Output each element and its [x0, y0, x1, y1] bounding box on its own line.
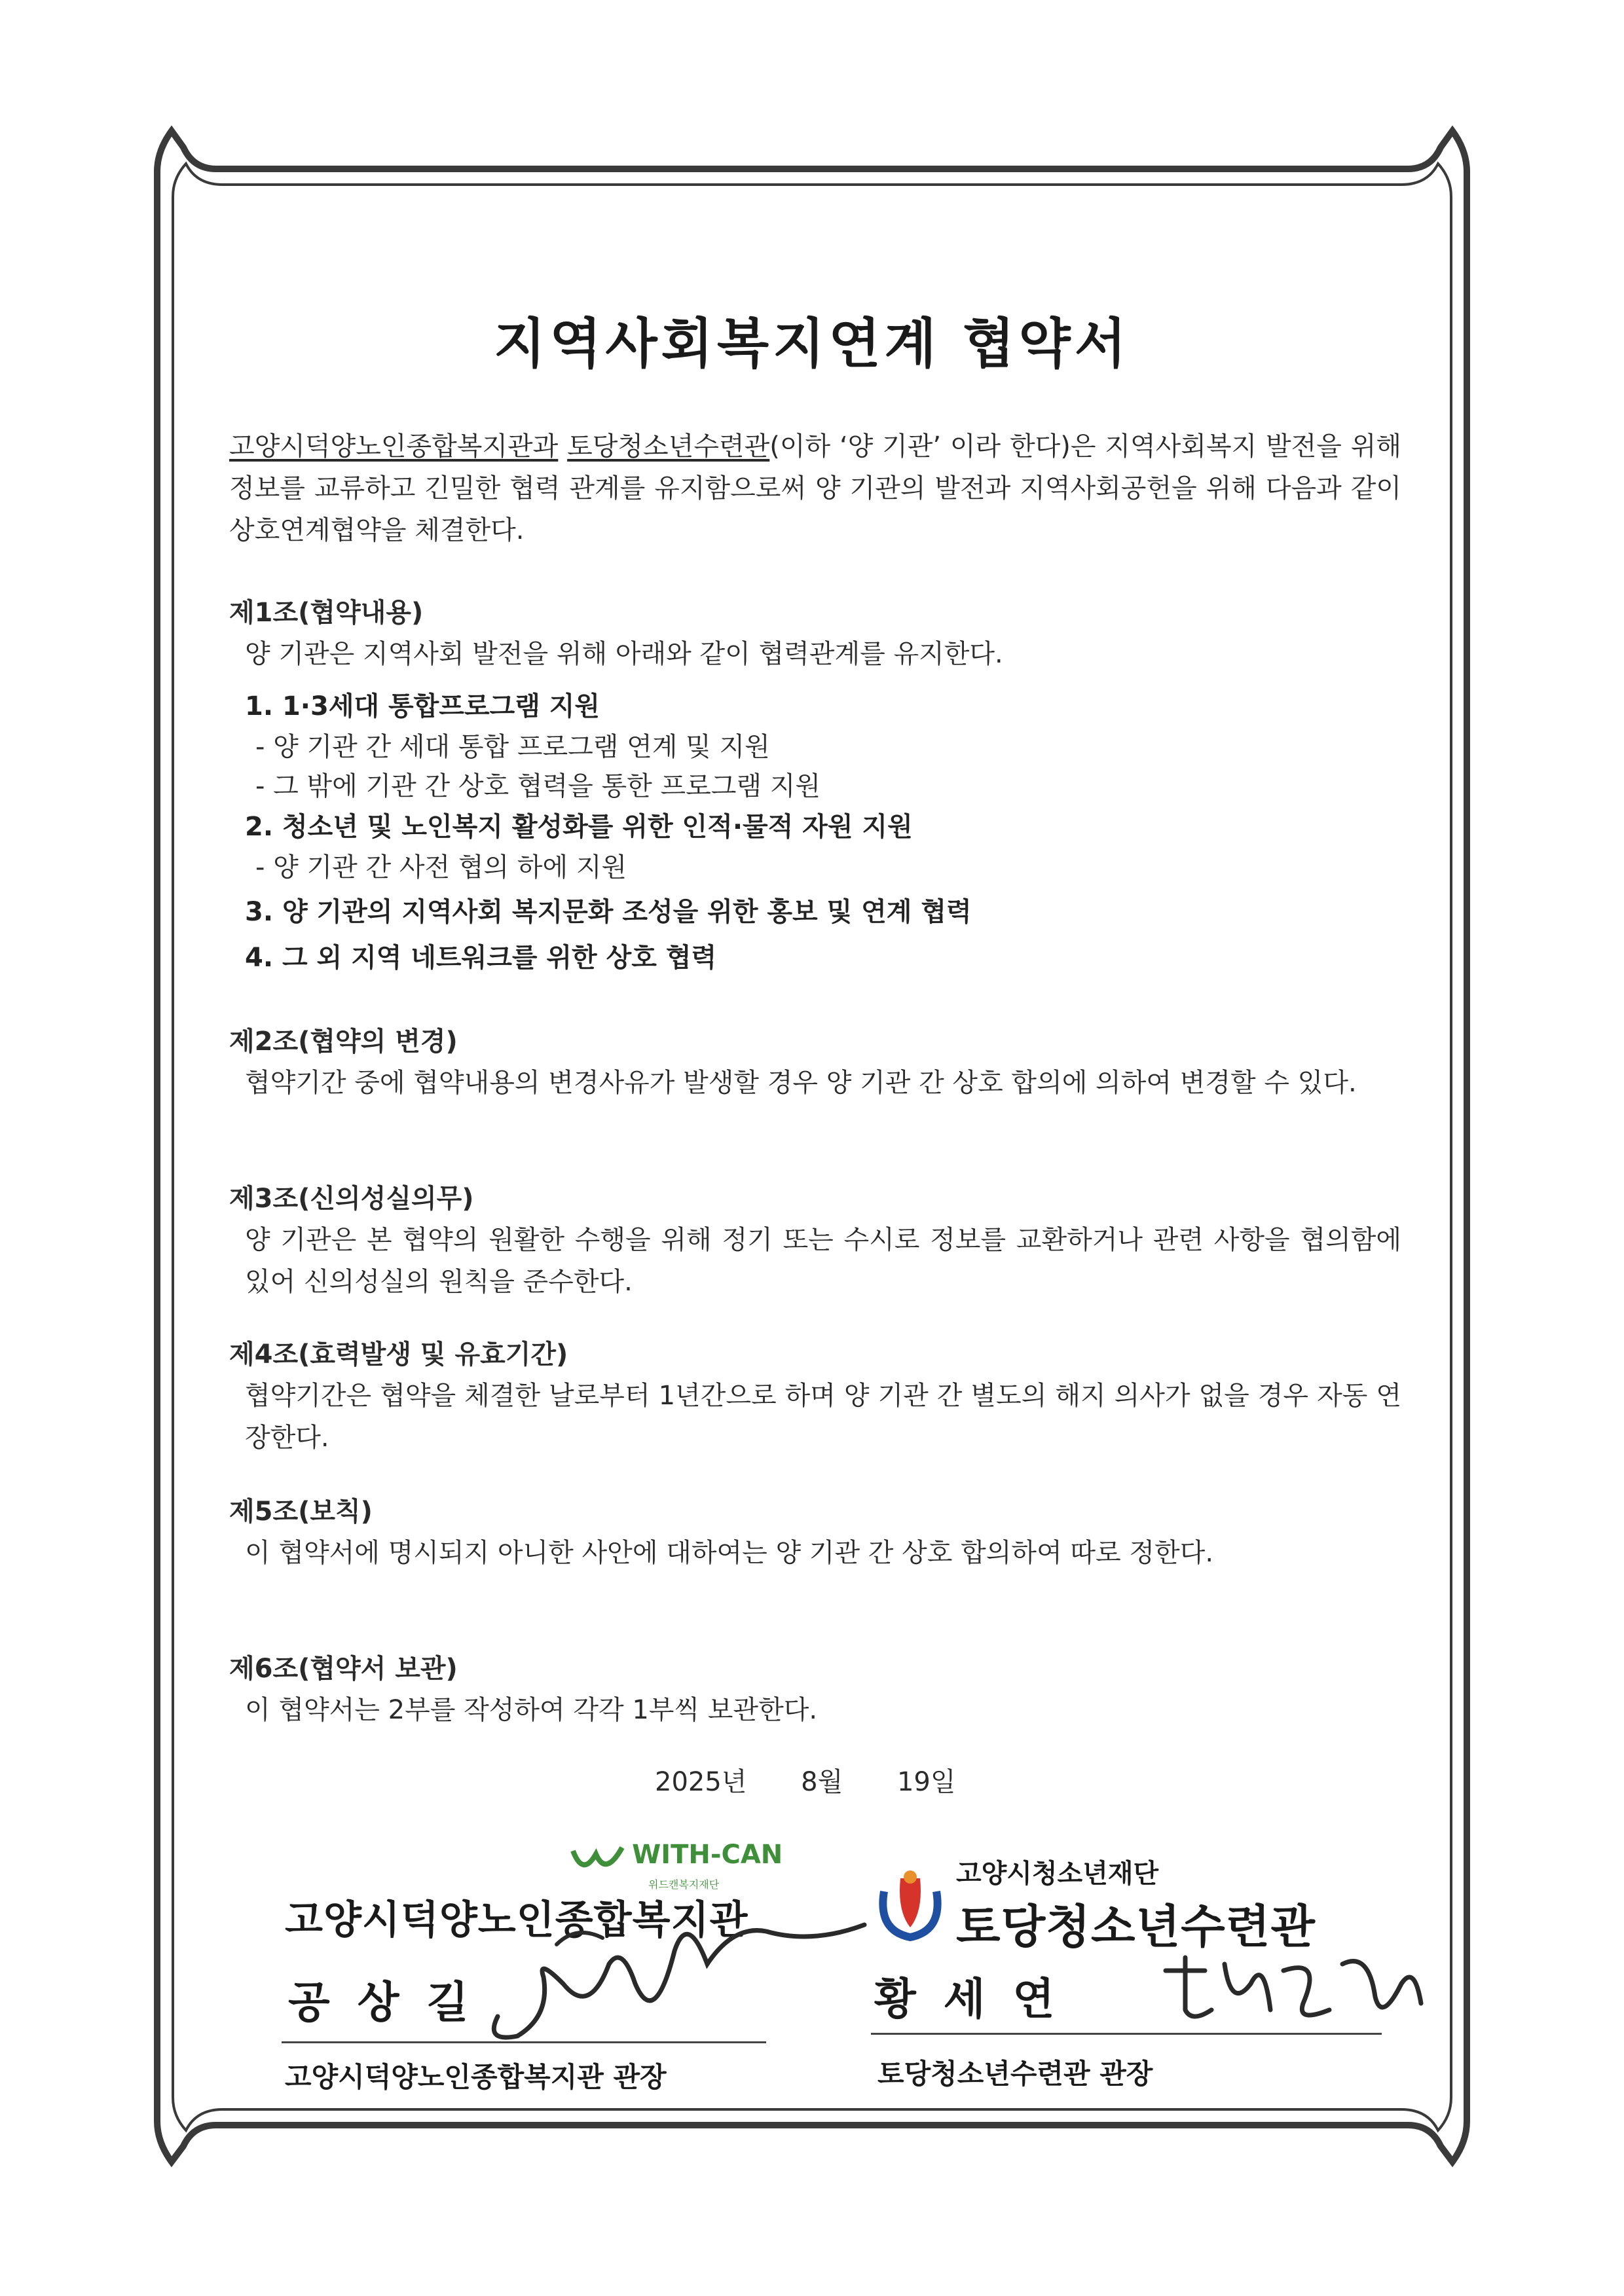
article-3 — [229, 1178, 1401, 1303]
article-body: 이 협약서는 2부를 작성하여 각각 1부씩 보관한다. — [245, 1695, 818, 1725]
logo-text: WITH-CAN — [632, 1840, 783, 1870]
date-year: 2025년 — [655, 1767, 747, 1797]
right-role: 토당청소년수련관 관장 — [877, 2058, 1153, 2090]
date-day: 19일 — [896, 1767, 956, 1797]
item-sub: - 그 밖에 기관 간 상호 협력을 통한 프로그램 지원 — [255, 771, 821, 801]
article-body: 이 협약서에 명시되지 아니한 사안에 대하여는 양 기관 간 상호 합의하여 따로 정한다. — [245, 1538, 1214, 1568]
article-body: 양 기관은 지역사회 발전을 위해 아래와 같이 협력관계를 유지한다. — [245, 639, 1003, 669]
left-role: 고양시덕양노인종합복지관 관장 — [285, 2061, 667, 2093]
article-5 — [229, 1491, 1401, 1574]
item-title: 1. 1·3세대 통합프로그램 지원 — [245, 691, 600, 721]
logo-subtext: 위드캔복지재단 — [648, 1878, 720, 1891]
article-body: 양 기관은 본 협약의 원활한 수행을 위해 정기 또는 수시로 정보를 교환하거나 관련 사항을 협의함에 있어 신의성실의 원칙을 준수한다. — [245, 1225, 1401, 1297]
article-title: 제1조(협약내용) — [229, 598, 424, 628]
intro-paragraph — [229, 426, 1401, 551]
right-handwritten-signature — [1153, 1944, 1428, 2036]
article-body: 협약기간 중에 협약내용의 변경사유가 발생할 경우 양 기관 간 상호 합의에 의하여 변경할 수 있다. — [245, 1068, 1357, 1098]
article-4 — [229, 1334, 1401, 1459]
party2-name: 토당청소년수련관 — [567, 431, 770, 462]
agreement-date — [655, 1761, 1002, 1798]
right-signature-line — [871, 2033, 1382, 2035]
article-6 — [229, 1649, 1401, 1731]
youth-foundation-logo-icon — [871, 1865, 950, 1944]
left-org-name: 고양시덕양노인종합복지관 — [285, 1897, 748, 1943]
document-title: 지역사회복지연계 협약서 — [494, 313, 1130, 375]
article-title: 제6조(협약서 보관) — [229, 1654, 458, 1684]
right-org-name: 토당청소년수련관 — [956, 1900, 1316, 1954]
article-title: 제5조(보칙) — [229, 1497, 373, 1527]
article-title: 제3조(신의성실의무) — [229, 1184, 474, 1214]
item-sub: - 양 기관 간 세대 통합 프로그램 연계 및 지원 — [255, 732, 770, 762]
left-handwritten-signature — [458, 1886, 877, 2056]
logo-org-text: 고양시청소년재단 — [956, 1859, 1159, 1889]
article-body: 협약기간은 협약을 체결한 날로부터 1년간으로 하며 양 기관 간 별도의 해지 의사가 없을 경우 자동 연장한다. — [245, 1381, 1401, 1453]
article-1 — [229, 592, 1401, 979]
with-can-logo — [570, 1840, 783, 1891]
left-person-name: 공상길 — [288, 1977, 496, 2028]
todang-logo — [871, 1853, 1316, 1956]
intro-text: (이하 ‘양 기관’ 이라 한다)은 지역사회복지 발전을 위해 정보를 교류하고 긴밀한 협력 관계를 유지함으로써 양 기관의 발전과 지역사회공헌을 위해 다음과 같이 상호연계협약을 체결한다. — [229, 431, 1401, 545]
item-title: 3. 양 기관의 지역사회 복지문화 조성을 위한 홍보 및 연계 협력 — [245, 897, 972, 927]
date-month: 8월 — [801, 1767, 843, 1797]
item-sub: - 양 기관 간 사전 협의 하에 지원 — [255, 852, 627, 883]
right-person-name: 황세연 — [874, 1974, 1082, 2024]
article-title: 제2조(협약의 변경) — [229, 1027, 458, 1057]
with-can-logo-icon — [570, 1841, 629, 1880]
item-title: 4. 그 외 지역 네트워크를 위한 상호 협력 — [245, 943, 717, 973]
left-signature-line — [282, 2041, 766, 2043]
item-title: 2. 청소년 및 노인복지 활성화를 위한 인적·물적 자원 지원 — [245, 812, 913, 842]
article-title: 제4조(효력발생 및 유효기간) — [229, 1339, 568, 1370]
article-2 — [229, 1021, 1401, 1104]
party1-name: 고양시덕양노인종합복지관과 — [229, 431, 559, 462]
